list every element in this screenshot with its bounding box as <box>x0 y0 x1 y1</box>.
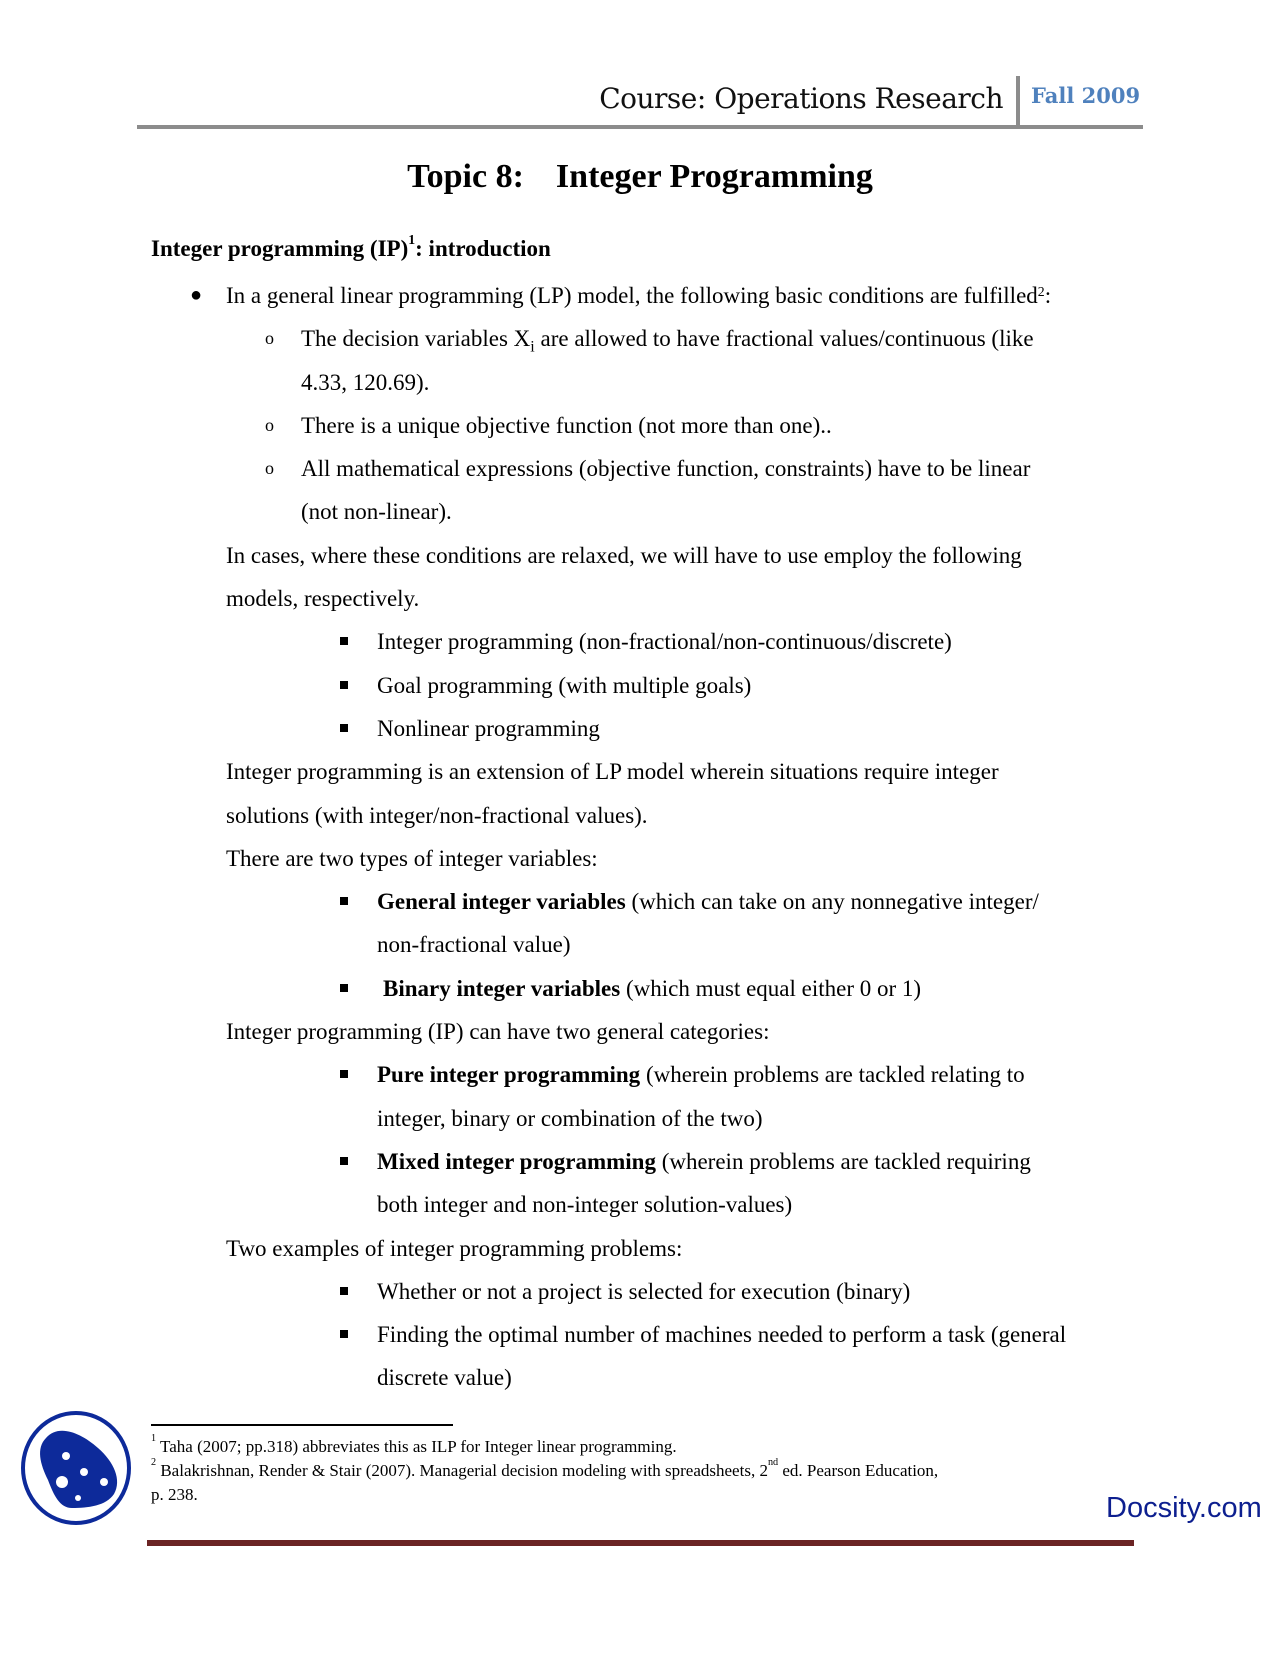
footnote-text: ed. Pearson Education, <box>778 1461 939 1480</box>
text: (wherein problems are tackled relating to <box>640 1062 1025 1088</box>
footnote-rule <box>151 1424 453 1426</box>
heading-text: Integer programming (IP) <box>151 236 409 261</box>
bold-term: General integer variables <box>377 889 626 915</box>
circle-bullet-icon: o <box>265 458 274 479</box>
circle-bullet-icon: o <box>265 328 274 349</box>
line-text <box>377 880 1039 923</box>
line-text <box>383 967 921 1010</box>
paragraph-line <box>0 534 1280 577</box>
footnote-number: 2 <box>151 1457 157 1468</box>
line-text: Nonlinear programming <box>377 715 600 741</box>
line-text: All mathematical expressions (objective function, constraints) have to be linear <box>301 456 1031 482</box>
bottom-rule <box>147 1540 1134 1546</box>
list-item <box>0 620 1280 663</box>
square-bullet-icon <box>340 1070 348 1078</box>
line-text: integer, binary or combination of the two) <box>377 1105 763 1131</box>
footnote-text: Balakrishnan, Render & Stair (2007). Managerial decision modeling with spreadsheets, 2 <box>160 1461 768 1480</box>
body-text <box>0 274 1280 1400</box>
docsity-watermark[interactable]: Docsity.com <box>1106 1492 1262 1524</box>
list-item-cont <box>0 923 1280 966</box>
footnote-1 <box>151 1433 677 1457</box>
text: The decision variables X <box>301 326 531 352</box>
line-text: (not non-linear). <box>301 499 452 525</box>
bold-term: Pure integer programming <box>377 1062 641 1088</box>
list-item <box>0 447 1280 490</box>
list-item <box>0 1313 1280 1356</box>
line-text: models, respectively. <box>226 586 420 612</box>
page-title <box>0 158 1280 196</box>
line-text: There is a unique objective function (not more than one).. <box>301 412 832 438</box>
list-item <box>0 404 1280 447</box>
line-text: 4.33, 120.69). <box>301 369 430 395</box>
square-bullet-icon <box>340 724 348 732</box>
text: (which can take on any nonnegative integer/ <box>625 889 1039 915</box>
docsity-logo-icon <box>18 1410 134 1526</box>
square-bullet-icon <box>340 637 348 645</box>
text: are allowed to have fractional values/continuous (like <box>534 326 1034 352</box>
list-item <box>0 1140 1280 1183</box>
paragraph-line <box>0 577 1280 620</box>
text: In a general linear programming (LP) model, the following basic conditions are fulfilled <box>226 283 1038 308</box>
list-item-cont <box>0 1097 1280 1140</box>
paragraph-line <box>0 794 1280 837</box>
header-rule <box>137 125 1143 129</box>
line-text <box>377 1140 1031 1183</box>
list-item <box>0 707 1280 750</box>
footnote-2-cont: p. 238. <box>151 1485 198 1504</box>
line-text: Finding the optimal number of machines needed to perform a task (general <box>377 1322 1067 1348</box>
line-text <box>226 274 1051 317</box>
footnote-ref: 1 <box>408 232 416 247</box>
list-item <box>0 1270 1280 1313</box>
text: (which must equal either 0 or 1) <box>620 975 922 1001</box>
text: (wherein problems are tackled requiring <box>655 1148 1031 1174</box>
line-text: solutions (with integer/non-fractional values). <box>226 802 648 828</box>
line-text: Integer programming (non-fractional/non-continuous/discrete) <box>377 629 952 655</box>
heading-suffix: : introduction <box>415 236 551 261</box>
footnote-ref: 2 <box>1037 284 1045 299</box>
paragraph-line <box>0 750 1280 793</box>
line-text: Two examples of integer programming problems: <box>226 1235 683 1261</box>
list-item-cont <box>0 1183 1280 1226</box>
list-item-cont <box>0 361 1280 404</box>
line-text: Integer programming (IP) can have two general categories: <box>226 1019 770 1045</box>
line-text: Goal programming (with multiple goals) <box>377 672 752 698</box>
footnote-text: Taha (2007; pp.318) abbreviates this as ILP for Integer linear programming. <box>160 1437 677 1456</box>
paragraph-line <box>0 1227 1280 1270</box>
list-item <box>0 880 1280 923</box>
line-text <box>377 1053 1025 1096</box>
list-item <box>0 1053 1280 1096</box>
header-divider <box>1016 76 1020 128</box>
square-bullet-icon <box>340 1330 348 1338</box>
line-text: non-fractional value) <box>377 932 571 958</box>
square-bullet-icon <box>340 1287 348 1295</box>
superscript: nd <box>767 1457 779 1468</box>
topic-number: Topic 8: <box>407 158 524 195</box>
subscript: i <box>530 338 535 356</box>
line-text: In cases, where these conditions are relaxed, we will have to use employ the following <box>226 542 1022 568</box>
bullet-icon: ● <box>190 284 203 306</box>
square-bullet-icon <box>340 1157 348 1165</box>
bold-term: Mixed integer programming <box>377 1148 656 1174</box>
list-item <box>0 967 1280 1010</box>
list-item <box>0 274 1280 317</box>
section-heading <box>151 232 551 262</box>
bold-term: Binary integer variables <box>383 975 621 1001</box>
line-text: both integer and non-integer solution-values) <box>377 1192 793 1218</box>
list-item <box>0 317 1280 360</box>
header-course: Course: Operations Research <box>599 82 1003 115</box>
list-item-cont <box>0 1356 1280 1399</box>
list-item-cont <box>0 490 1280 533</box>
square-bullet-icon <box>340 681 348 689</box>
square-bullet-icon <box>340 984 348 992</box>
line-text: Whether or not a project is selected for execution (binary) <box>377 1278 911 1304</box>
paragraph-line <box>0 837 1280 880</box>
footnote-2 <box>151 1457 939 1481</box>
footnote-number: 1 <box>151 1433 157 1444</box>
text: : <box>1044 283 1052 308</box>
list-item <box>0 664 1280 707</box>
line-text: There are two types of integer variables: <box>226 845 598 871</box>
line-text: Integer programming is an extension of LP model wherein situations require integer <box>226 759 999 785</box>
line-text: discrete value) <box>377 1365 512 1391</box>
header-term: Fall 2009 <box>1031 83 1141 108</box>
circle-bullet-icon: o <box>265 414 274 435</box>
paragraph-line <box>0 1010 1280 1053</box>
topic-name: Integer Programming <box>555 158 873 195</box>
square-bullet-icon <box>340 897 348 905</box>
